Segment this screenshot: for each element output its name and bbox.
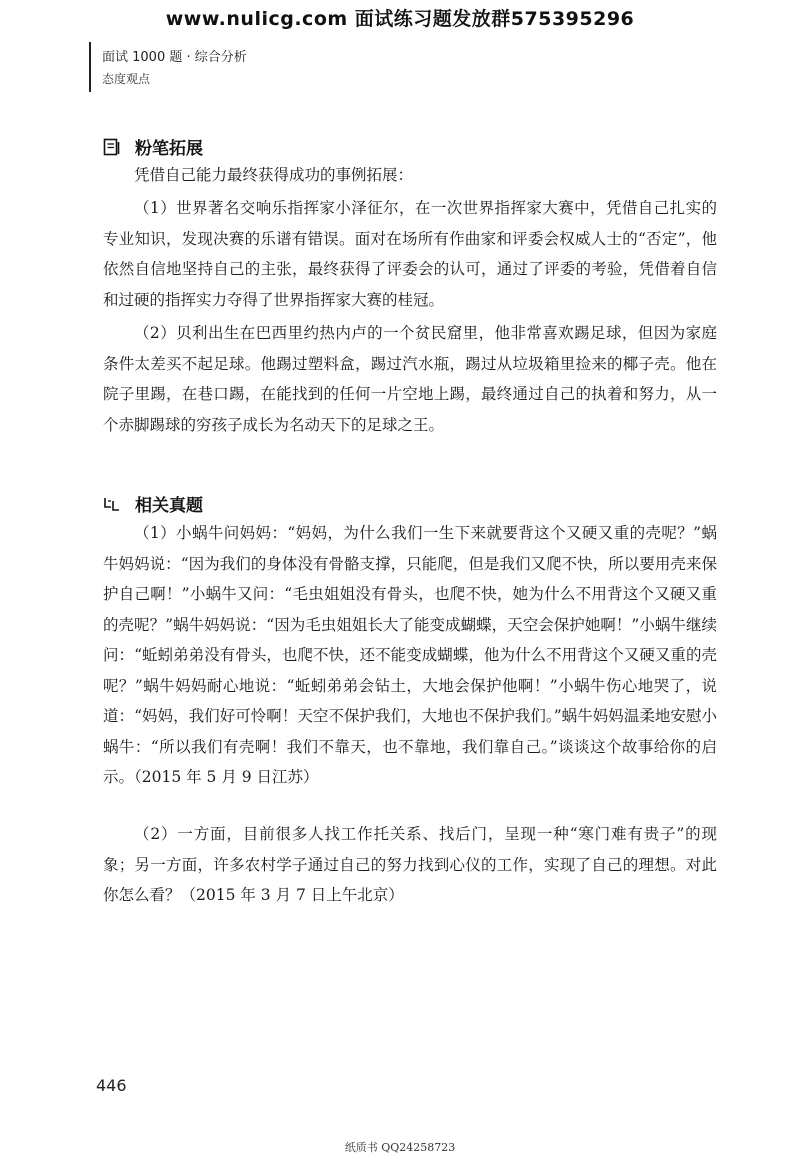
intro-paragraph: 凭借自己能力最终获得成功的事例拓展：	[134, 166, 414, 184]
page-number: 446	[96, 1076, 127, 1095]
chalk-notebook-icon	[103, 138, 121, 156]
section-title: 相关真题	[135, 496, 203, 516]
book-title: 面试 1000 题 · 综合分析	[102, 50, 247, 65]
related-questions-icon	[103, 495, 121, 513]
section-heading-extension	[103, 134, 203, 159]
extension-paragraph-1: （1）世界著名交响乐指挥家小泽征尔，在一次世界指挥家大赛中，凭借自己扎实的专业知识，发现决赛的乐谱有错误。面对在场所有作曲家和评委会权威人士的“否定”，他依然自信地坚持自己的主张，最终获得了评委会的认可，通过了评委的考验，凭借着自信和过硬的指挥实力夺得了世界指挥家大赛的桂冠。	[103, 199, 717, 309]
header-divider	[89, 42, 91, 92]
section-heading-related	[103, 491, 203, 516]
question-paragraph-2: （2）一方面，目前很多人找工作托关系、找后门，呈现一种“寒门难有贵子”的现象；另一方面，许多农村学子通过自己的努力找到心仪的工作，实现了自己的理想。对此你怎么看？（2015 年 3 月 7 日上午北京）	[103, 825, 717, 904]
section-title: 粉笔拓展	[135, 139, 203, 159]
extension-paragraph-2: （2）贝利出生在巴西里约热内卢的一个贫民窟里，他非常喜欢踢足球，但因为家庭条件太差买不起足球。他踢过塑料盒，踢过汽水瓶，踢过从垃圾箱里捡来的椰子壳。他在院子里踢，在巷口踢，在能找到的任何一片空地上踢，最终通过自己的执着和努力，从一个赤脚踢球的穷孩子成长为名动天下的足球之王。	[103, 324, 717, 434]
chapter-name: 态度观点	[102, 72, 151, 86]
top-banner: www.nulicg.com 面试练习题发放群575395296	[165, 8, 635, 30]
question-paragraph-1: （1）小蜗牛问妈妈：“妈妈，为什么我们一生下来就要背这个又硬又重的壳呢？”蜗牛妈妈说：“因为我们的身体没有骨骼支撑，只能爬，但是我们又爬不快，所以要用壳来保护自己啊！”小蜗牛又问：“毛虫姐姐没有骨头，也爬不快，她为什么不用背这个又硬又重的壳呢？”蜗牛妈妈说：“因为毛虫姐姐长大了能变成蝴蝶，天空会保护她啊！”小蜗牛继续问：“蚯蚓弟弟没有骨头，也爬不快，还不能变成蝴蝶，他为什么不用背这个又硬又重的壳呢？”蜗牛妈妈耐心地说：“蚯蚓弟弟会钻土，大地会保护他啊！”小蜗牛伤心地哭了，说道：“妈妈，我们好可怜啊！天空不保护我们，大地也不保护我们。”蜗牛妈妈温柔地安慰小蜗牛：“所以我们有壳啊！我们不靠天，也不靠地，我们靠自己。”谈谈这个故事给你的启示。（2015 年 5 月 9 日江苏）	[103, 524, 717, 786]
footer-credit: 纸质书 QQ24258723	[344, 1141, 456, 1154]
